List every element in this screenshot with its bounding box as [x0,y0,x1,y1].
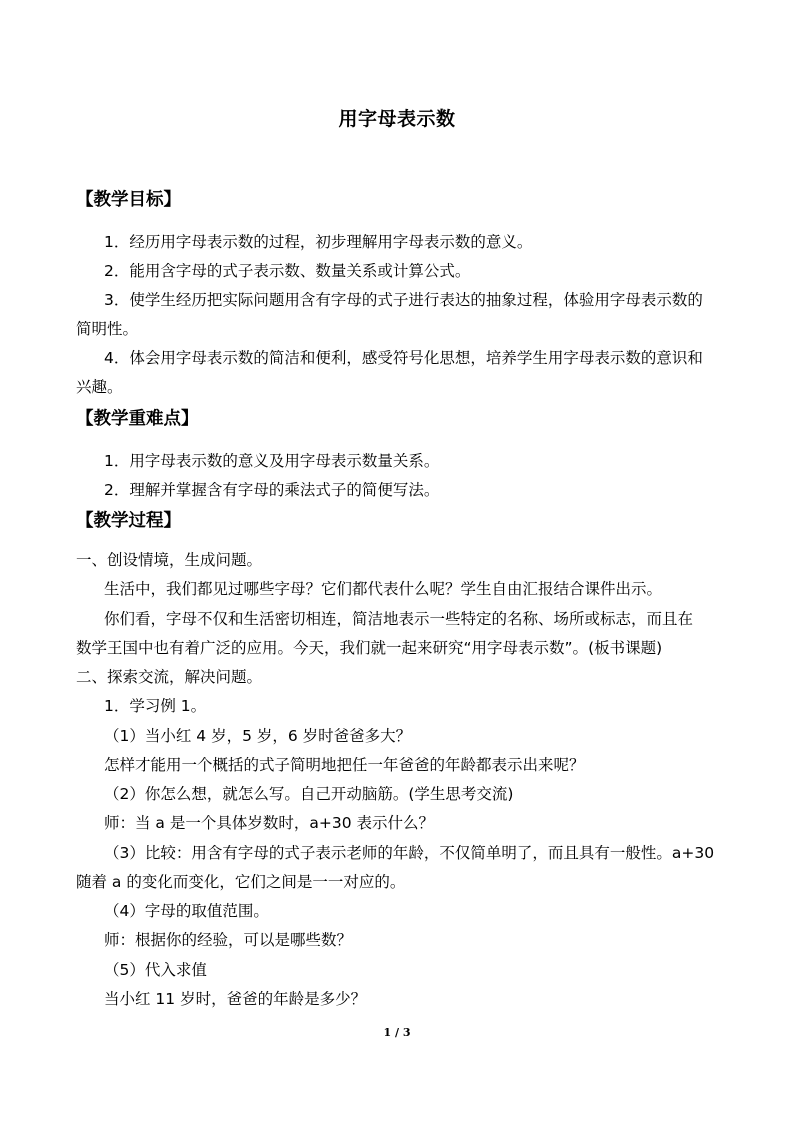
process-line: 你们看，字母不仅和生活密切相连，简洁地表示一些特定的名称、场所或标志，而且在 [104,610,694,628]
goal-item: 4．体会用字母表示数的简洁和便利，感受符号化思想，培养学生用字母表示数的意识和 [104,349,703,367]
process-line: 一、创设情境，生成问题。 [76,551,263,569]
process-line: （2）你怎么想，就怎么写。自己开动脑筋。(学生思考交流) [104,785,514,803]
key-point-item: 1．用字母表示数的意义及用字母表示数量关系。 [104,452,440,470]
section-heading-process: 【教学过程】 [76,511,181,531]
goal-item-continuation: 兴趣。 [76,378,123,396]
goal-item: 2．能用含字母的式子表示数、数量关系或计算公式。 [104,262,471,280]
process-line: （1）当小红 4 岁，5 岁，6 岁时爸爸多大？ [104,727,412,745]
process-line: 1．学习例 1。 [104,697,207,715]
process-line: 生活中，我们都见过哪些字母？它们都代表什么呢？学生自由汇报结合课件出示。 [104,580,663,598]
process-line: 师：当 a 是一个具体岁数时，a+30 表示什么？ [104,814,434,832]
process-line: 数学王国中也有着广泛的应用。今天，我们就一起来研究“用字母表示数”。(板书课题) [76,639,663,657]
process-line: 随着 a 的变化而变化，它们之间是一一对应的。 [76,873,406,891]
process-line: （3）比较：用含有字母的式子表示老师的年龄，不仅简单明了，而且具有一般性。a+30 [104,844,715,862]
goal-item: 3．使学生经历把实际问题用含有字母的式子进行表达的抽象过程，体验用字母表示数的 [104,291,703,309]
goal-item: 1．经历用字母表示数的过程，初步理解用字母表示数的意义。 [104,233,533,251]
process-line: 二、探索交流，解决问题。 [76,668,263,686]
process-line: 怎样才能用一个概括的式子简明地把任一年爸爸的年龄都表示出来呢？ [104,756,585,774]
key-point-item: 2．理解并掌握含有字母的乘法式子的简便写法。 [104,481,440,499]
document-title: 用字母表示数 [338,108,456,130]
section-heading-goals: 【教学目标】 [76,190,181,210]
process-line: （4）字母的取值范围。 [104,902,269,920]
section-heading-key-points: 【教学重难点】 [76,409,199,429]
goal-item-continuation: 简明性。 [76,320,139,338]
page-number: 1 / 3 [383,1026,411,1039]
process-line: 当小红 11 岁时，爸爸的年龄是多少？ [104,990,367,1008]
process-line: （5）代入求值 [104,961,207,979]
process-line: 师：根据你的经验，可以是哪些数？ [104,931,353,949]
